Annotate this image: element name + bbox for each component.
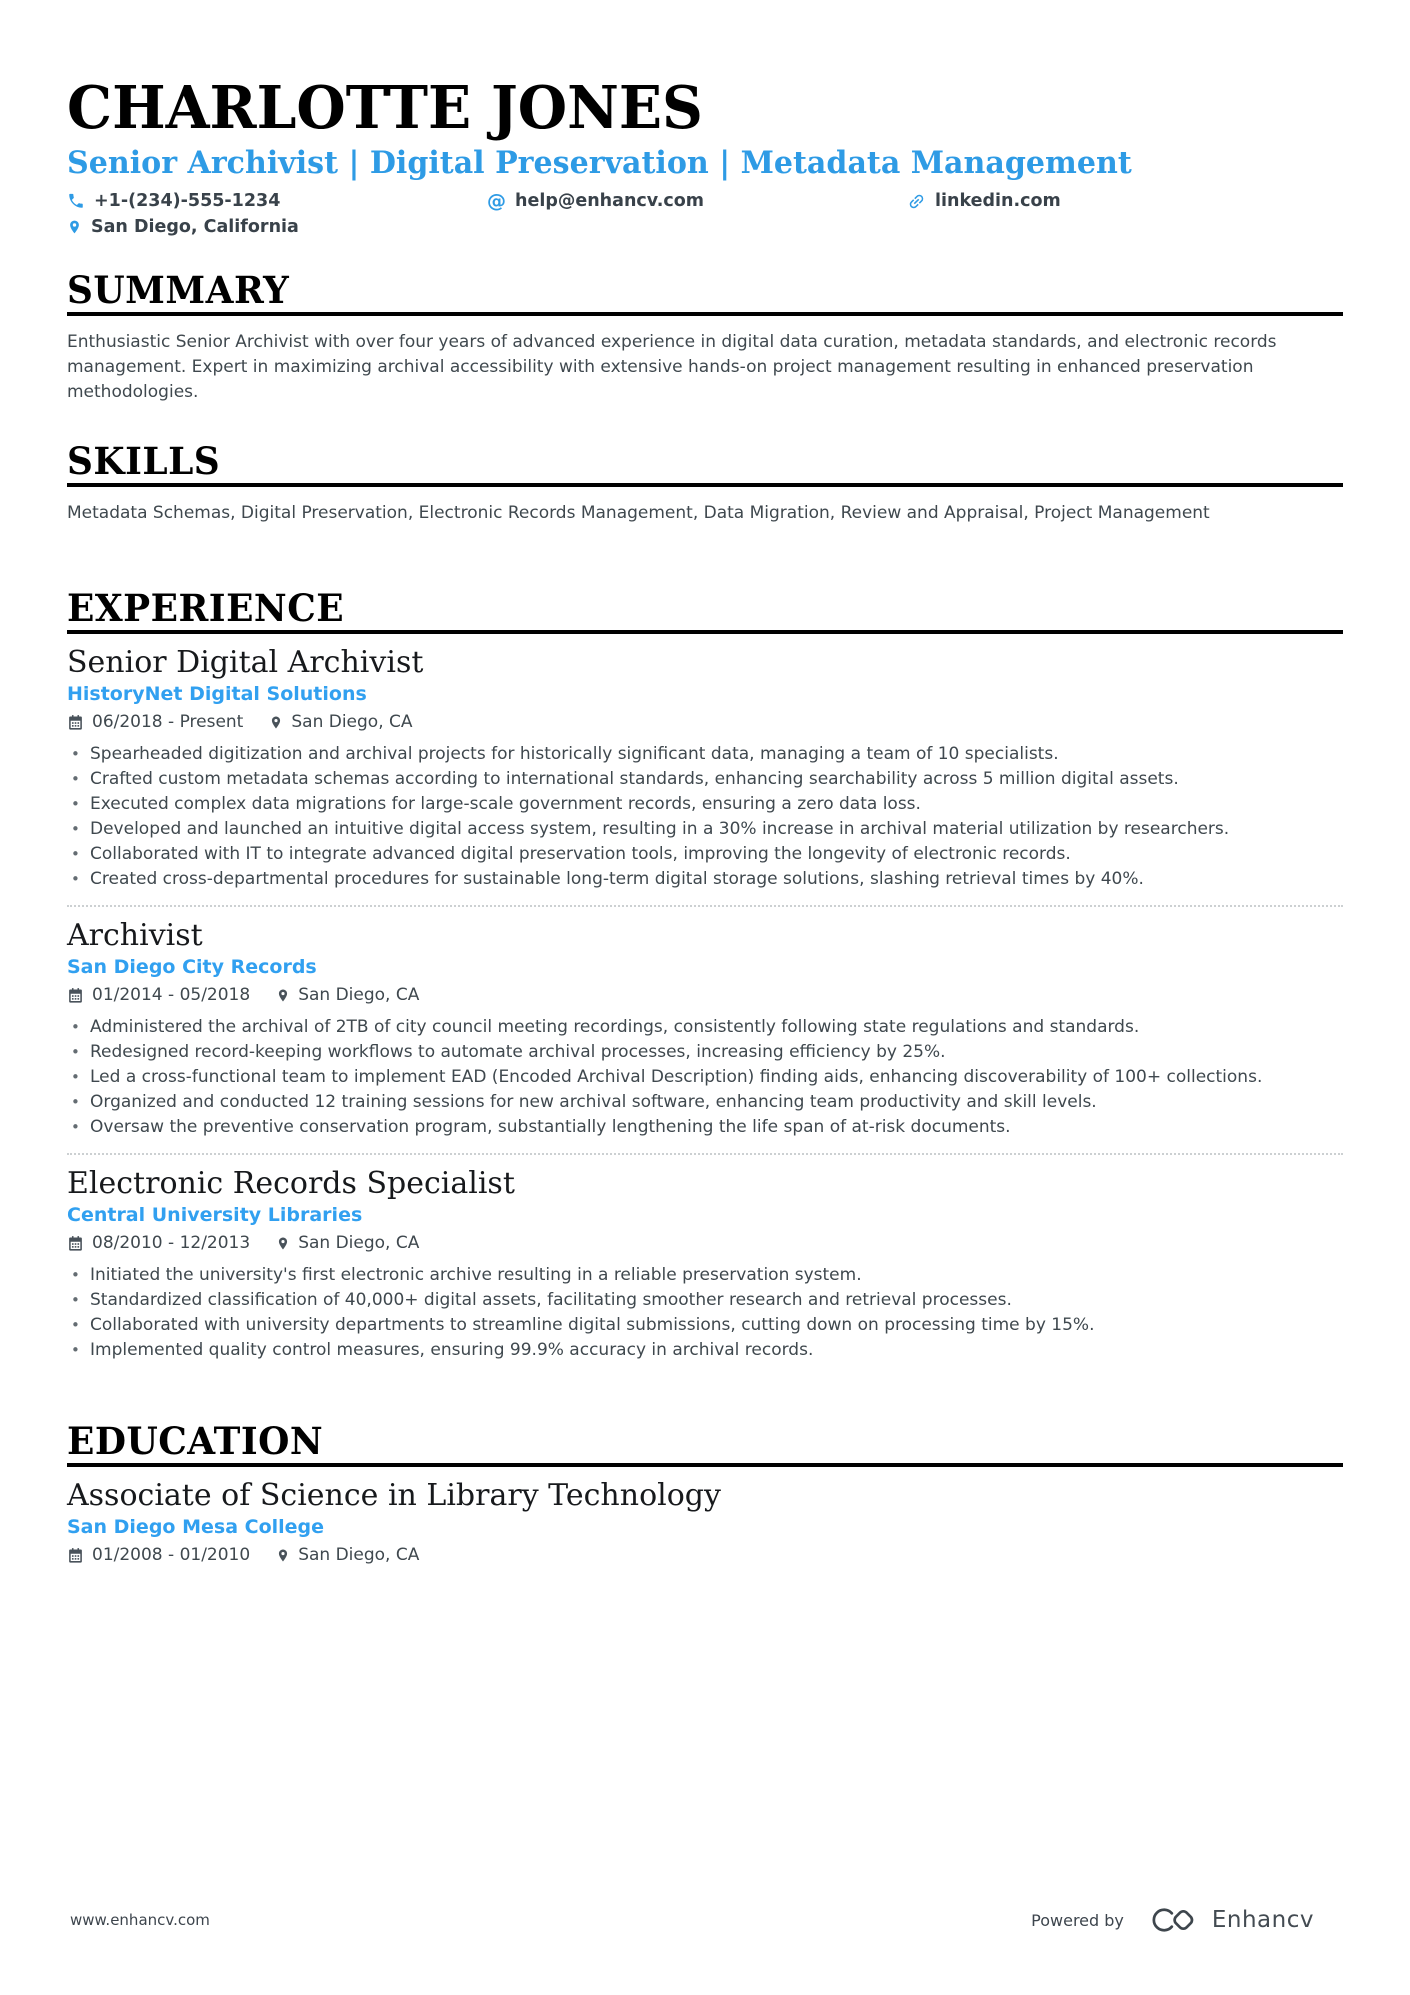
- at-icon: @: [487, 190, 506, 212]
- email-contact[interactable]: [487, 190, 907, 212]
- experience-entry: [67, 1165, 1343, 1363]
- powered-by-block[interactable]: [1031, 1903, 1314, 1937]
- bullet-item: • Administered the archival of 2TB of city council meeting recordings, consistently following state regulations and standards.: [67, 1015, 1343, 1040]
- enhancv-logotype: Enhancv: [1211, 1907, 1314, 1933]
- bullet-item: • Oversaw the preventive conservation program, substantially lengthening the life span of at-risk documents.: [67, 1115, 1343, 1140]
- job-location: San Diego, CA: [276, 1231, 419, 1255]
- linkedin-url[interactable]: linkedin.com: [935, 191, 1061, 211]
- location-pin-icon: [269, 714, 283, 731]
- skills-text: Metadata Schemas, Digital Preservation, Electronic Records Management, Data Migration, Review and Appraisal, Project Management: [67, 503, 1210, 523]
- entry-divider: [67, 1153, 1343, 1155]
- calendar-icon: [67, 714, 84, 731]
- phone-contact: [67, 190, 487, 212]
- job-location: San Diego, CA: [269, 710, 412, 734]
- link-icon: [907, 192, 926, 211]
- location-pin-icon: [276, 1547, 290, 1564]
- enhancv-logo-icon: [1152, 1903, 1200, 1937]
- education-section: [67, 1419, 1343, 1567]
- job-title: Archivist: [67, 918, 203, 953]
- experience-section: [67, 586, 1343, 1363]
- job-location: San Diego, CA: [276, 983, 419, 1007]
- summary-heading: SUMMARY: [67, 268, 1343, 316]
- skills-heading: SKILLS: [67, 439, 1343, 487]
- school-name: San Diego Mesa College: [67, 1516, 325, 1538]
- job-bullets: [67, 1263, 1343, 1363]
- job-bullets: [67, 1015, 1343, 1140]
- education-entry: [67, 1477, 1343, 1567]
- job-bullets: [67, 742, 1343, 892]
- experience-heading: EXPERIENCE: [67, 586, 1343, 634]
- bullet-item: • Led a cross-functional team to implement EAD (Encoded Archival Description) finding aids, enhancing discoverability of 100+ collections.: [67, 1065, 1343, 1090]
- bullet-item: • Collaborated with university departments to streamline digital submissions, cutting down on processing time by 15%.: [67, 1313, 1343, 1338]
- email-address[interactable]: help@enhancv.com: [515, 191, 705, 211]
- location-pin-icon: [276, 987, 290, 1004]
- company-name: San Diego City Records: [67, 956, 317, 978]
- phone-icon: [67, 192, 85, 210]
- degree-title: Associate of Science in Library Technology: [67, 1478, 721, 1513]
- person-name: CHARLOTTE JONES: [67, 73, 703, 142]
- date-range: 06/2018 - Present: [67, 710, 243, 734]
- page-footer: [70, 1903, 1314, 1937]
- bullet-item: • Initiated the university's first electronic archive resulting in a reliable preservation system.: [67, 1263, 1343, 1288]
- job-meta: [67, 1231, 1343, 1255]
- location-pin-icon: [276, 1235, 290, 1252]
- calendar-icon: [67, 1547, 84, 1564]
- date-range: 01/2008 - 01/2010: [67, 1543, 250, 1567]
- powered-by-label: Powered by: [1031, 1910, 1124, 1930]
- bullet-item: • Implemented quality control measures, ensuring 99.9% accuracy in archival records.: [67, 1338, 1343, 1363]
- bullet-item: • Standardized classification of 40,000+ digital assets, facilitating smoother research and retrieval processes.: [67, 1288, 1343, 1313]
- job-meta: [67, 710, 1343, 734]
- bullet-item: • Redesigned record-keeping workflows to automate archival processes, increasing efficiency by 25%.: [67, 1040, 1343, 1065]
- company-name: Central University Libraries: [67, 1204, 363, 1226]
- location-pin-icon: [67, 218, 82, 236]
- summary-text: Enthusiastic Senior Archivist with over four years of advanced experience in digital data curation, metadata standards, and electronic records management. Expert in maximizing archival accessibility with extensive hands-on project management resulting in enhanced preservation methodologies.: [67, 332, 1277, 402]
- company-name: HistoryNet Digital Solutions: [67, 683, 367, 705]
- job-title: Electronic Records Specialist: [67, 1166, 515, 1201]
- bullet-item: • Executed complex data migrations for large-scale government records, ensuring a zero data loss.: [67, 792, 1343, 817]
- location-text: San Diego, California: [91, 217, 299, 237]
- bullet-item: • Developed and launched an intuitive digital access system, resulting in a 30% increase in archival material utilization by researchers.: [67, 817, 1343, 842]
- entry-divider: [67, 905, 1343, 907]
- experience-entry: [67, 644, 1343, 892]
- bullet-item: • Organized and conducted 12 training sessions for new archival software, enhancing team productivity and skill levels.: [67, 1090, 1343, 1115]
- skills-section: [67, 439, 1343, 526]
- bullet-item: • Collaborated with IT to integrate advanced digital preservation tools, improving the longevity of electronic records.: [67, 842, 1343, 867]
- bullet-item: • Created cross-departmental procedures for sustainable long-term digital storage solutions, slashing retrieval times by 40%.: [67, 867, 1343, 892]
- summary-section: [67, 268, 1343, 405]
- education-location: San Diego, CA: [276, 1543, 419, 1567]
- job-title: Senior Digital Archivist: [67, 645, 424, 680]
- headline: Senior Archivist | Digital Preservation | Metadata Management: [67, 145, 1132, 181]
- calendar-icon: [67, 987, 84, 1004]
- date-range: 01/2014 - 05/2018: [67, 983, 250, 1007]
- location-row: [67, 216, 1343, 238]
- job-meta: [67, 983, 1343, 1007]
- bullet-item: • Crafted custom metadata schemas according to international standards, enhancing searchability across 5 million digital assets.: [67, 767, 1343, 792]
- education-heading: EDUCATION: [67, 1419, 1343, 1467]
- contact-bar: [67, 190, 1343, 212]
- enhancv-website-link[interactable]: www.enhancv.com: [70, 1911, 210, 1929]
- resume-header: [67, 74, 1343, 238]
- calendar-icon: [67, 1235, 84, 1252]
- education-meta: [67, 1543, 1343, 1567]
- experience-entry: [67, 917, 1343, 1140]
- bullet-item: • Spearheaded digitization and archival projects for historically significant data, managing a team of 10 specialists.: [67, 742, 1343, 767]
- location-contact: [67, 216, 299, 238]
- phone-number: +1-(234)-555-1234: [94, 191, 281, 211]
- linkedin-contact[interactable]: [907, 190, 1061, 212]
- date-range: 08/2010 - 12/2013: [67, 1231, 250, 1255]
